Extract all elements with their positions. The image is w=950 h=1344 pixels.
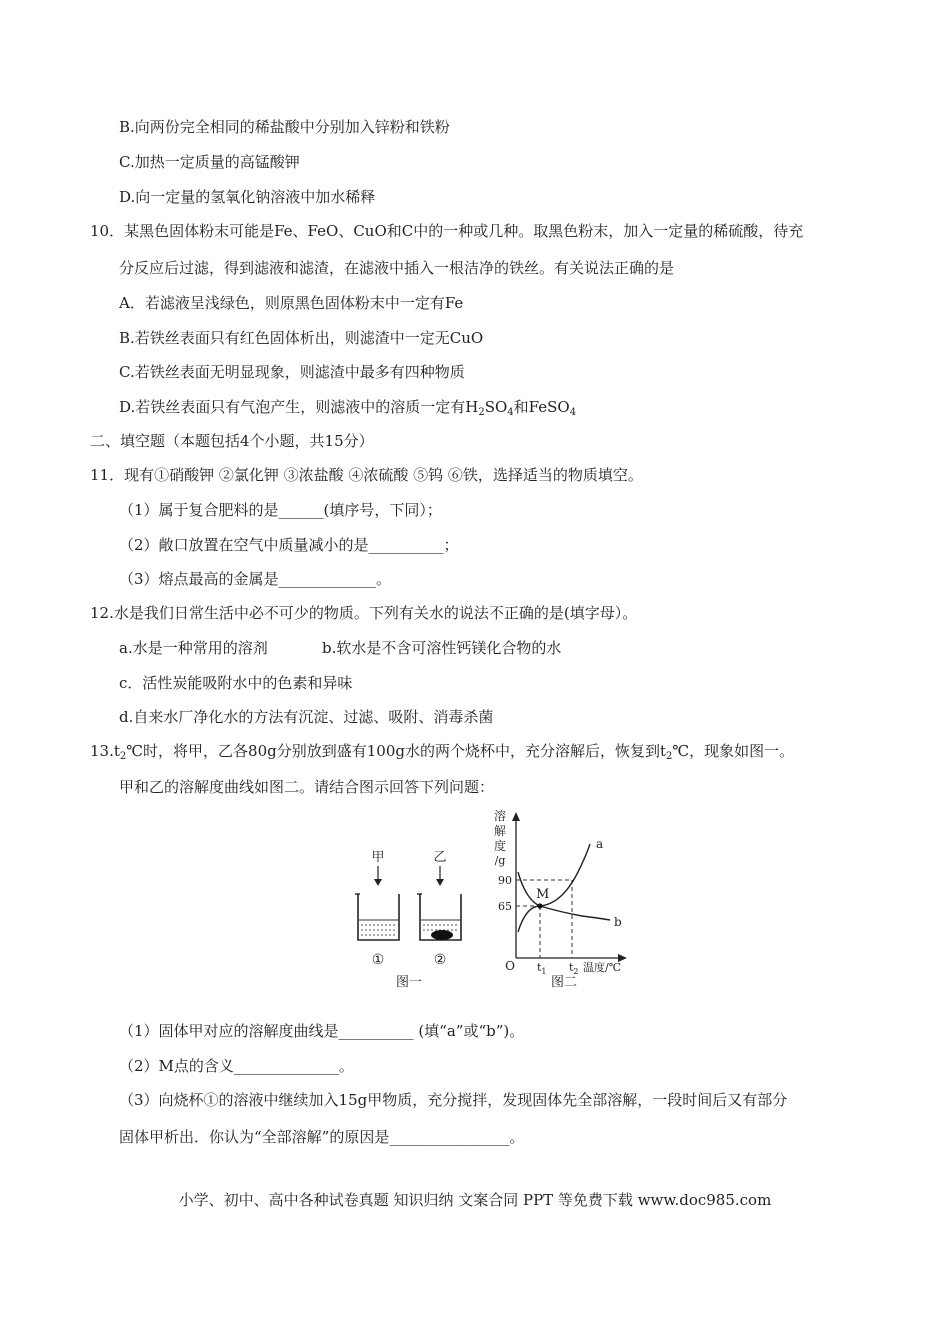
page-footer: 小学、初中、高中各种试卷真题 知识归纳 文案合同 PPT 等免费下载 www.doc985.com [178,1191,772,1209]
x-axis-label: 温度/℃ [583,961,622,974]
beaker2-number: ② [433,952,447,968]
y-axis-arrow-icon [512,812,520,821]
curve-a [518,844,590,932]
beaker-2 [417,894,461,940]
beaker2-label: 乙 [433,850,447,865]
tick-65: 65 [498,900,512,913]
q9-option-b: B.向两份完全相同的稀盐酸中分别加入锌粉和铁粉 [119,118,450,136]
t2-letter: t [569,961,574,974]
q12-option-b: b.软水是不含可溶性钙镁化合物的水 [322,639,562,657]
q12-option-a: a.水是一种常用的溶剂 [119,639,268,657]
q13-stem-line1 [90,741,794,767]
q13-text: ℃时，将甲，乙各80g分别放到盛有100g水的两个烧杯中，充分溶解后，恢复到t [126,742,666,760]
beaker1-label: 甲 [371,850,385,865]
y-axis-label-1: 溶 [493,809,507,823]
q11-part1: （1）属于复合肥料的是______(填序号，下同）； [119,501,442,519]
q11-part2: （2）敞口放置在空气中质量减小的是__________； [119,536,459,554]
down-arrow-icon [436,866,444,886]
curve-b-label: b [614,915,622,929]
figure1-caption: 图一 [395,975,423,990]
point-m-label: M [536,887,550,902]
q13-text: ℃，现象如图一。 [672,742,795,760]
subscript: 2 [119,751,127,762]
y-axis-label-4: /g [494,854,506,867]
q13-stem-line2: 甲和乙的溶解度曲线如图二。请结合图示回答下列问题： [119,778,495,796]
t1-letter: t [537,961,542,974]
q10-option-a: A．若滤液呈浅绿色，则原黑色固体粉末中一定有Fe [119,294,464,312]
q13-part1: （1）固体甲对应的溶解度曲线是__________ (填“a”或“b”)。 [119,1022,525,1040]
beaker-1 [355,894,399,940]
origin-label: O [505,959,515,973]
t2-subscript: 2 [573,967,579,976]
tick-t2 [569,961,579,976]
figure2-caption: 图二 [550,975,578,990]
q9-option-d: D.向一定量的氢氧化钠溶液中加水稀释 [119,188,376,206]
q11-part3: （3）熔点最高的金属是_____________。 [119,570,392,588]
q12-option-d: d.自来水厂净化水的方法有沉淀、过滤、吸附、消毒杀菌 [119,708,494,726]
q10-stem-line1: 10．某黑色固体粉末可能是Fe、FeO、CuO和C中的一种或几种。取黑色粉末，加入一定量的稀硫酸，待充 [90,222,804,240]
subscript: 2 [666,751,673,762]
q10-option-b: B.若铁丝表面只有红色固体析出，则滤渣中一定无CuO [119,329,484,347]
y-axis-label-2: 解 [493,824,507,838]
y-axis-label-3: 度 [493,839,507,853]
tick-t1 [537,961,547,976]
q13-part3-line1: （3）向烧杯①的溶液中继续加入15g甲物质，充分搅拌，发现固体先全部溶解，一段时间后又有部分 [119,1091,788,1109]
undissolved-solid [431,930,453,940]
formula-part: SO [484,398,508,416]
solubility-graph [494,808,627,990]
subscript: 2 [478,407,485,418]
q10-option-d-text: D.若铁丝表面只有气泡产生，则滤液中的溶质一定有H [119,398,479,416]
subscript: 4 [507,407,514,418]
q13-text: 13.t [90,742,120,760]
q10-option-c: C.若铁丝表面无明显现象，则滤渣中最多有四种物质 [119,363,465,381]
point-m [537,903,542,908]
q13-part3-line2: 固体甲析出．你认为“全部溶解”的原因是________________。 [119,1128,525,1146]
subscript: 4 [569,407,577,418]
curve-b [518,872,610,920]
curve-a-label: a [596,837,604,851]
q9-option-c: C.加热一定质量的高锰酸钾 [119,153,300,171]
q10-option-d [119,397,576,423]
down-arrow-icon [374,866,382,886]
formula-part: 和FeSO [513,398,570,416]
tick-90: 90 [498,874,512,887]
t1-subscript: 1 [541,967,547,976]
q12-option-c: c．活性炭能吸附水中的色素和异味 [119,674,353,692]
q11-stem: 11．现有①硝酸钾 ②氯化钾 ③浓盐酸 ④浓硫酸 ⑤钨 ⑥铁，选择适当的物质填空。 [90,466,643,484]
q13-part2: （2）M点的含义______________。 [119,1057,354,1075]
section-heading: 二、填空题（本题包括4个小题，共15分） [90,432,374,450]
q12-stem: 12.水是我们日常生活中必不可少的物质。下列有关水的说法不正确的是(填字母）。 [90,604,638,622]
solubility-figure [350,808,640,996]
beaker1-number: ① [371,952,385,968]
q10-stem-line2: 分反应后过滤，得到滤液和滤渣，在滤液中插入一根洁净的铁丝。有关说法正确的是 [119,259,675,277]
